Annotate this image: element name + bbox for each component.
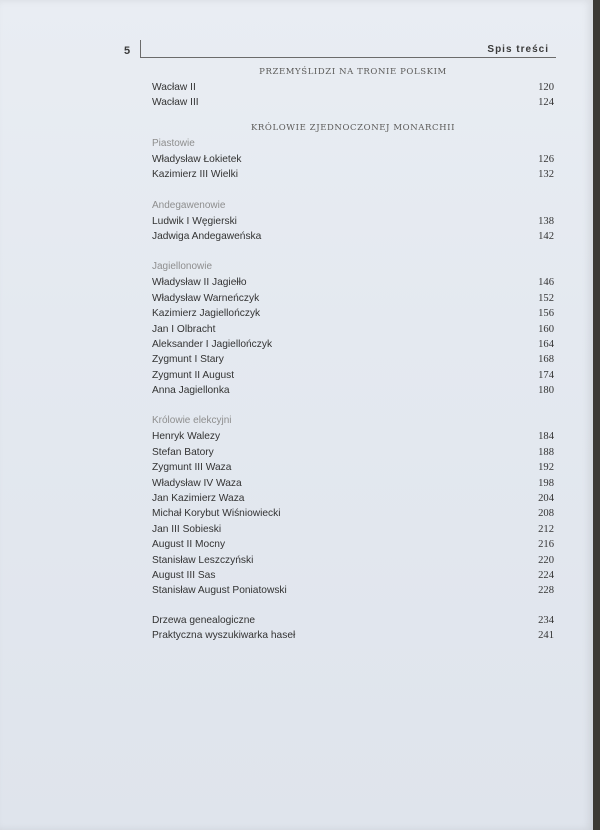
toc-entry[interactable] xyxy=(152,613,554,628)
toc-entry[interactable] xyxy=(152,275,554,290)
toc-entry[interactable] xyxy=(152,229,554,244)
entry-page: 212 xyxy=(538,523,554,535)
entry-page: 160 xyxy=(538,323,554,335)
entry-page: 168 xyxy=(538,354,554,366)
toc-entry[interactable] xyxy=(152,476,554,491)
toc-entry[interactable] xyxy=(152,553,554,568)
entry-page: 146 xyxy=(538,277,554,289)
entry-label: Władysław Łokietek xyxy=(152,153,242,165)
toc-entry[interactable] xyxy=(152,506,554,521)
entry-page: 220 xyxy=(538,554,554,566)
entry-label: Zygmunt III Waza xyxy=(152,462,232,474)
entry-label: Władysław II Jagiełło xyxy=(152,277,247,289)
entry-page: 138 xyxy=(538,215,554,227)
entry-page: 188 xyxy=(538,446,554,458)
toc-entry[interactable] xyxy=(152,491,554,506)
entry-page: 152 xyxy=(538,292,554,304)
entry-label: Stanisław August Poniatowski xyxy=(152,585,287,597)
toc-entry[interactable] xyxy=(152,383,554,398)
entry-label: Wacław II xyxy=(152,82,196,93)
entry-label: Władysław Warneńczyk xyxy=(152,292,260,304)
entry-page: 234 xyxy=(538,614,554,626)
toc-entry[interactable] xyxy=(152,214,554,229)
entry-label: Zygmunt I Stary xyxy=(152,354,224,366)
entry-page: 241 xyxy=(538,630,554,642)
entry-page: 192 xyxy=(538,462,554,474)
entry-label: Drzewa genealogiczne xyxy=(152,614,256,626)
toc-entry[interactable] xyxy=(152,368,554,383)
group-title: Andegawenowie xyxy=(152,199,226,211)
entry-label: Jan III Sobieski xyxy=(152,523,222,535)
toc-entry[interactable] xyxy=(152,291,554,306)
group-title: Piastowie xyxy=(152,137,195,149)
entry-label: Jan I Olbracht xyxy=(152,323,216,335)
toc-entry[interactable] xyxy=(152,583,554,598)
entry-page: 228 xyxy=(538,585,554,597)
entry-label: Aleksander I Jagiellończyk xyxy=(152,338,273,350)
entry-label: Władysław IV Waza xyxy=(152,477,242,489)
entry-page: 224 xyxy=(538,569,554,581)
entry-page: 180 xyxy=(538,385,554,397)
page-number: 5 xyxy=(124,45,131,57)
toc-entry[interactable] xyxy=(152,522,554,537)
toc-entry[interactable] xyxy=(152,322,554,337)
toc-entry[interactable] xyxy=(152,337,554,352)
toc-entry[interactable] xyxy=(152,152,554,167)
toc-entry[interactable] xyxy=(152,352,554,367)
section-title: KRÓLOWIE ZJEDNOCZONEJ MONARCHII xyxy=(250,122,456,133)
entry-page: 208 xyxy=(538,508,554,520)
group-title: Królowie elekcyjni xyxy=(152,415,232,427)
entry-page: 132 xyxy=(538,169,554,181)
toc-entry[interactable] xyxy=(152,460,554,475)
entry-label: August II Mocny xyxy=(152,539,226,551)
entry-page: 216 xyxy=(538,539,554,551)
entry-page: 126 xyxy=(538,153,554,165)
page-header xyxy=(0,0,593,70)
toc-entry[interactable] xyxy=(152,429,554,444)
toc-entry[interactable] xyxy=(152,167,554,182)
entry-label: Wacław III xyxy=(152,97,199,109)
entry-label: Kazimierz III Wielki xyxy=(152,169,239,181)
group-title: Jagiellonowie xyxy=(152,261,213,273)
toc-entry[interactable] xyxy=(152,628,554,643)
running-title: Spis treści xyxy=(487,44,549,55)
table-of-contents xyxy=(152,64,554,644)
entry-label: August III Sas xyxy=(152,569,216,581)
entry-page: 184 xyxy=(538,431,554,443)
entry-label: Henryk Walezy xyxy=(152,431,221,443)
toc-entry[interactable] xyxy=(152,306,554,321)
entry-page: 174 xyxy=(538,369,554,381)
toc-entry[interactable] xyxy=(152,445,554,460)
entry-label: Praktyczna wyszukiwarka haseł xyxy=(152,630,296,642)
entry-label: Stefan Batory xyxy=(152,446,214,458)
toc-entry[interactable] xyxy=(152,95,554,110)
entry-label: Jadwiga Andegaweńska xyxy=(152,230,262,242)
entry-page: 124 xyxy=(538,97,554,109)
entry-page: 198 xyxy=(538,477,554,489)
entry-label: Michał Korybut Wiśniowiecki xyxy=(152,508,281,520)
entry-label: Stanisław Leszczyński xyxy=(152,554,254,566)
header-divider-vertical xyxy=(140,40,141,58)
entry-page: 156 xyxy=(538,308,554,320)
entry-page: 142 xyxy=(538,230,554,242)
toc-entry[interactable] xyxy=(152,80,554,95)
entry-page: 164 xyxy=(538,338,554,350)
entry-label: Anna Jagiellonka xyxy=(152,385,230,397)
toc-entry[interactable] xyxy=(152,568,554,583)
entry-label: Ludwik I Węgierski xyxy=(152,215,237,227)
entry-page: 204 xyxy=(538,493,554,505)
header-rule xyxy=(140,57,556,58)
entry-page: 120 xyxy=(538,82,554,93)
section-title: PRZEMYŚLIDZI NA TRONIE POLSKIM xyxy=(259,67,447,77)
toc-entry[interactable] xyxy=(152,537,554,552)
entry-label: Zygmunt II August xyxy=(152,369,235,381)
entry-label: Jan Kazimierz Waza xyxy=(152,493,245,505)
entry-label: Kazimierz Jagiellończyk xyxy=(152,308,261,320)
